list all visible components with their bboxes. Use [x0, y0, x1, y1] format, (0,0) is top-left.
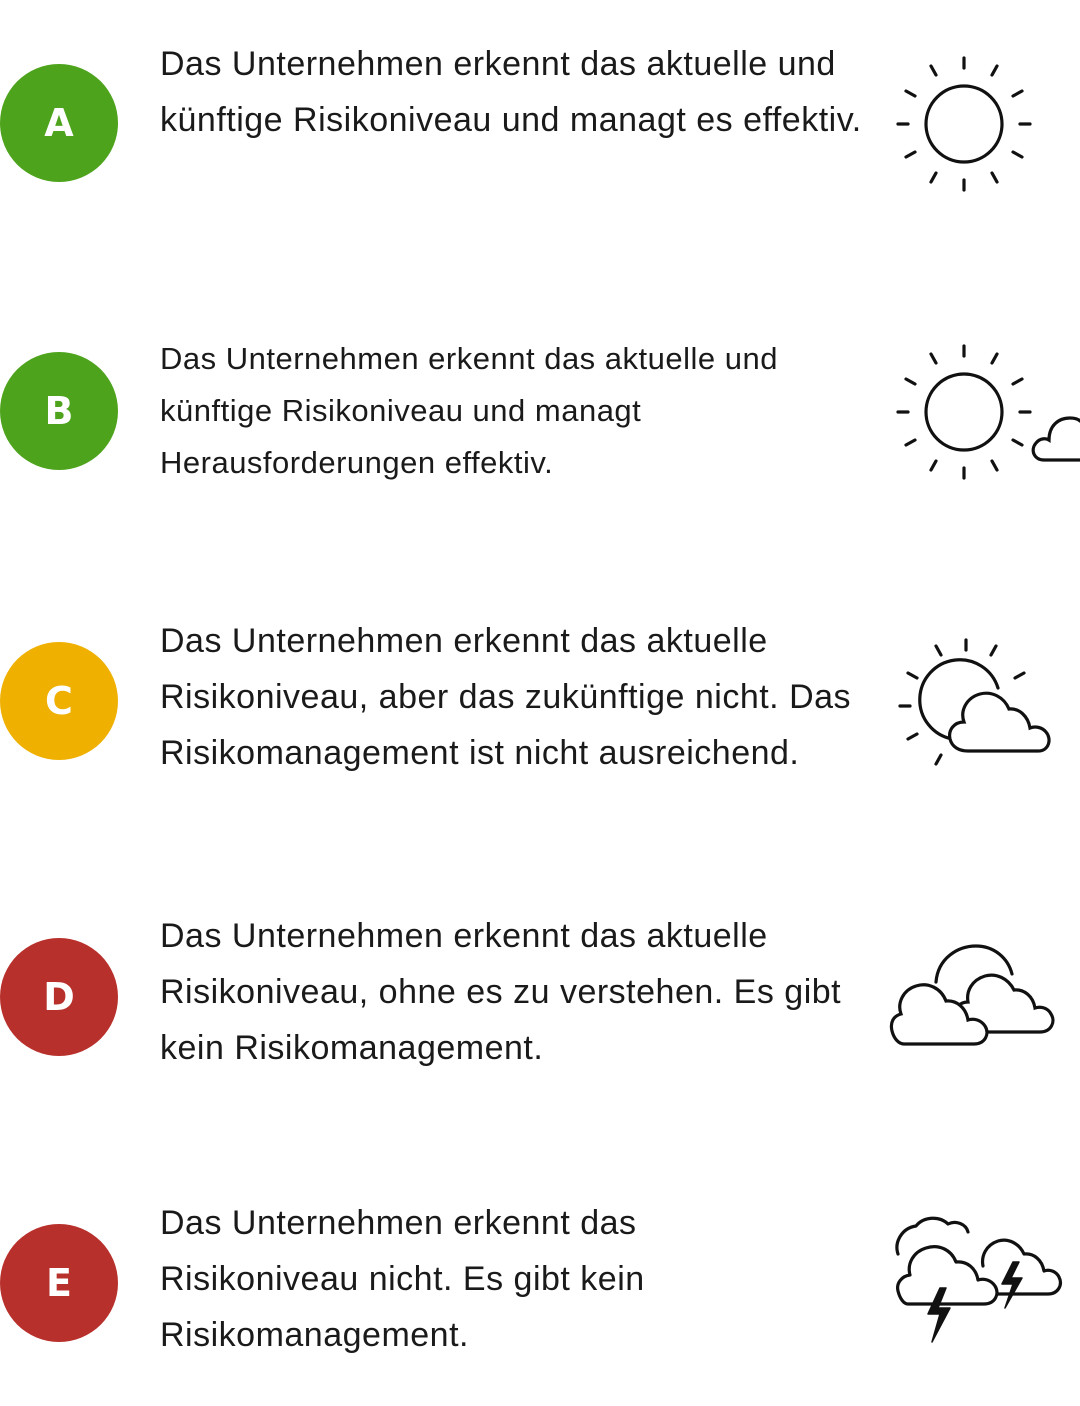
- sun-small-cloud-icon: [894, 342, 1080, 482]
- grade-badge-c: C: [0, 642, 118, 760]
- rating-description-b: Das Unternehmen erkennt das aktuelle und künftige Risikoniveau und managt Herausforderungen effektiv.: [160, 341, 778, 480]
- rating-description-e: Das Unternehmen erkennt das Risikoniveau nicht. Es gibt kein Risikomanagement.: [160, 1204, 645, 1354]
- grade-badge-d: D: [0, 938, 118, 1056]
- grade-badge-b: B: [0, 352, 118, 470]
- sun-icon: [894, 54, 1034, 194]
- thunderstorm-icon: [888, 1218, 1068, 1348]
- rating-description-a: Das Unternehmen erkennt das aktuelle und künftige Risikoniveau und managt es effektiv.: [160, 45, 862, 139]
- rating-description-d: Das Unternehmen erkennt das aktuelle Risikoniveau, ohne es zu verstehen. Es gibt kein Risikomanagement.: [160, 917, 842, 1067]
- partly-cloudy-icon: [896, 636, 1056, 770]
- grade-badge-a: A: [0, 64, 118, 182]
- cloudy-icon: [888, 944, 1060, 1054]
- grade-badge-e: E: [0, 1224, 118, 1342]
- rating-description-c: Das Unternehmen erkennt das aktuelle Risikoniveau, aber das zukünftige nicht. Das Risikomanagement ist nicht ausreichend.: [160, 622, 852, 772]
